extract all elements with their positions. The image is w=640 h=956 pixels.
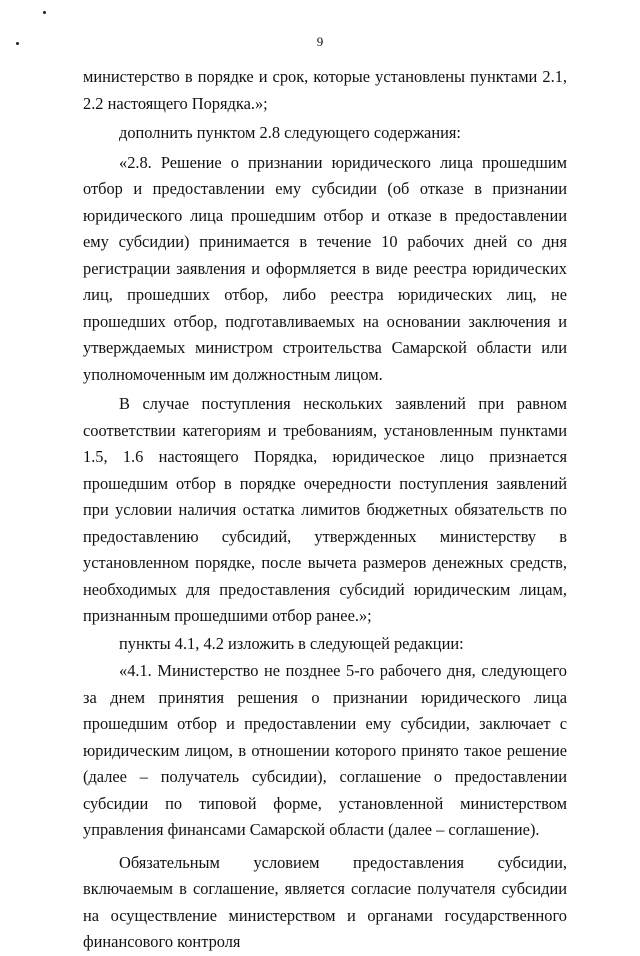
paragraph: дополнить пунктом 2.8 следующего содержания: (119, 123, 461, 142)
paragraph: министерство в порядке и срок, которые установлены пунктами 2.1, 2.2 настоящего Порядка.»; (83, 67, 567, 113)
paragraph: Обязательным условием предоставления субсидии, включаемым в соглашение, является согласие получателя субсидии на осуществление министерством и органами государственного финансового контроля (83, 852, 567, 951)
paragraph: «4.1. Министерство не позднее 5-го рабочего дня, следующего за днем принятия решения о признании юридического лица прошедшим отбор и предоставлении ему субсидии, заключает с юридическим лицом, в отношении которого принято такое решение (далее – получатель субсидии), соглашение о предоставлении субсидии по типовой форме, установленной министерством управления финансами Самарской области (далее – соглашение). (83, 661, 567, 839)
document-body (83, 64, 567, 956)
paragraph: В случае поступления нескольких заявлений при равном соответствии категориям и требованиям, установленным пунктами 1.5, 1.6 настоящего Порядка, юридическое лицо признается прошедшим отбор в порядке очередности поступления заявлений при условии наличия остатка лимитов бюджетных обязательств по предоставлению субсидий, утвержденных министерству в установленном порядке, после вычета размеров денежных средств, необходимых для предоставления субсидий юридическим лицам, признанным прошедшими отбор ранее.»; (83, 394, 567, 625)
scan-speck (43, 11, 46, 14)
paragraph: «2.8. Решение о признании юридического лица прошедшим отбор и предоставлении ему субсидии (об отказе в признании юридического лица прошедшим отбор и отказе в предоставлении ему субсидии) принимается в течение 10 рабочих дней со дня регистрации заявления и оформляется в виде реестра юридических лиц, прошедших отбор, либо реестра юридических лиц, не прошедших отбор, подготавливаемых на основании заключения и утверждаемых министром строительства Самарской области или уполномоченным им должностным лицом. (83, 152, 567, 384)
paragraph: пункты 4.1, 4.2 изложить в следующей редакции: (119, 633, 464, 653)
page-number: 9 (316, 34, 324, 49)
